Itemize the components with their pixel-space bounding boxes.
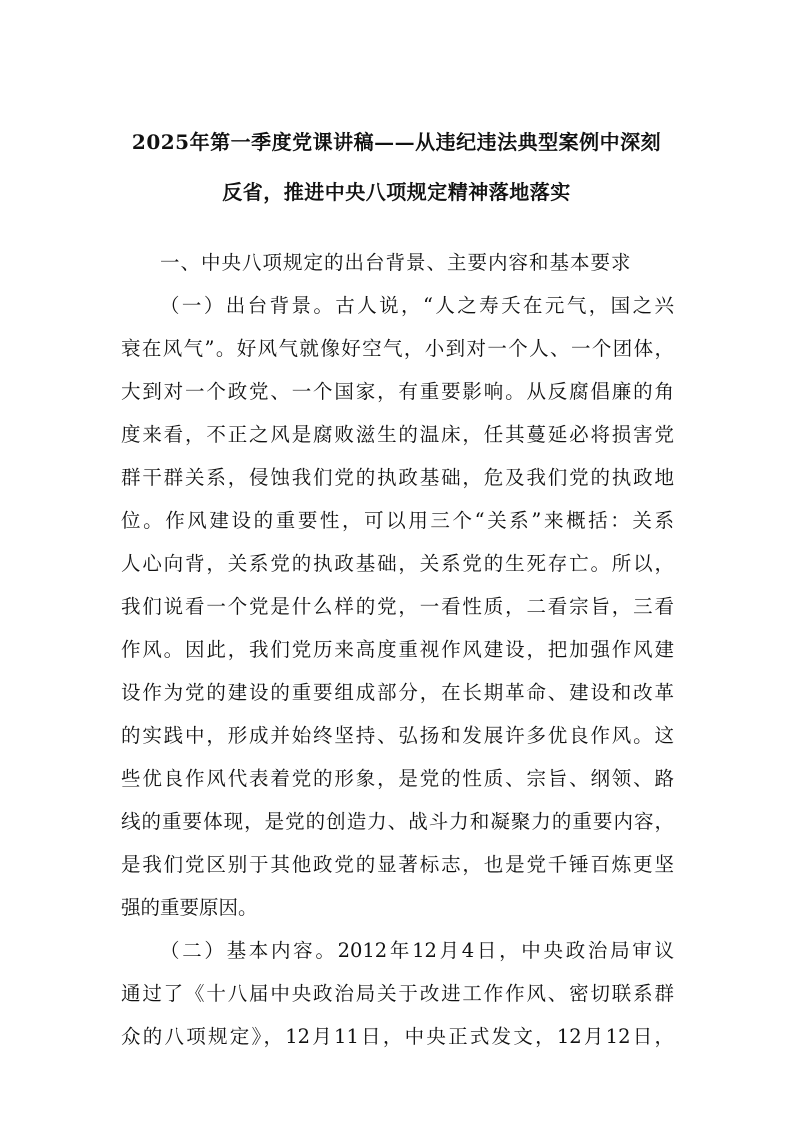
paragraph-line: 强的重要原因。 — [121, 896, 258, 919]
paragraph-line: 作风。因此，我们党历来高度重视作风建设，把加强作风建 — [121, 638, 674, 661]
paragraph-line: 我们说看一个党是什么样的党，一看性质，二看宗旨，三看 — [121, 595, 674, 618]
paragraph-line: 大到对一个政党、一个国家，有重要影响。从反腐倡廉的角 — [121, 380, 674, 403]
document-title-line-2: 反省，推进中央八项规定精神落地落实 — [222, 180, 571, 204]
paragraph-line: 衰在风气”。好风气就像好空气，小到对一个人、一个团体， — [121, 337, 674, 360]
paragraph-line: 度来看，不正之风是腐败滋生的温床，任其蔓延必将损害党 — [121, 423, 674, 446]
paragraph-line: 的实践中，形成并始终坚持、弘扬和发展许多优良作风。这 — [121, 724, 674, 747]
paragraph-line: （一）出台背景。古人说，“人之寿夭在元气，国之兴 — [160, 294, 674, 317]
paragraph-line: 位。作风建设的重要性，可以用三个“关系”来概括：关系 — [121, 509, 674, 532]
paragraph-line: 人心向背，关系党的执政基础，关系党的生死存亡。所以， — [121, 552, 674, 575]
document-title-line-1: 2025年第一季度党课讲稿——从违纪违法典型案例中深刻 — [131, 130, 662, 154]
paragraph-line: 设作为党的建设的重要组成部分，在长期革命、建设和改革 — [121, 681, 674, 704]
section-heading: 一、中央八项规定的出台背景、主要内容和基本要求 — [160, 251, 632, 274]
paragraph-line: 些优良作风代表着党的形象，是党的性质、宗旨、纲领、路 — [121, 767, 674, 790]
paragraph-line: 众的八项规定》，12月11日，中央正式发文，12月12日， — [121, 1025, 674, 1048]
paragraph-line: 群干群关系，侵蚀我们党的执政基础，危及我们党的执政地 — [121, 466, 674, 489]
paragraph-line: 通过了《十八届中央政治局关于改进工作作风、密切联系群 — [121, 982, 674, 1005]
paragraph-line: （二）基本内容。2012年12月4日，中央政治局审议 — [160, 939, 674, 962]
paragraph-line: 线的重要体现，是党的创造力、战斗力和凝聚力的重要内容， — [121, 810, 674, 833]
paragraph-line: 是我们党区别于其他政党的显著标志，也是党千锤百炼更坚 — [121, 853, 674, 876]
